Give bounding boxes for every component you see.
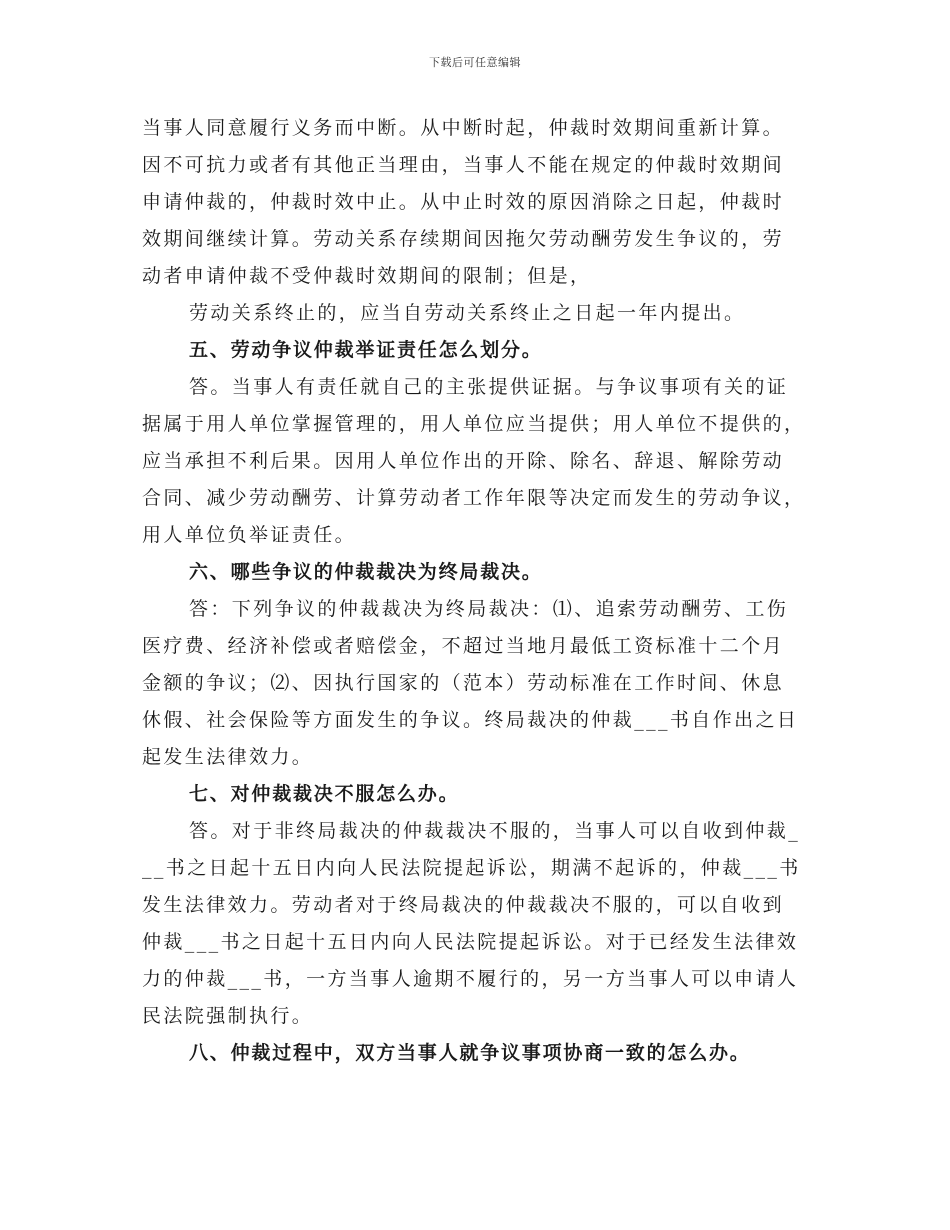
- section-heading-5: 五、劳动争议仲裁举证责任怎么划分。: [189, 339, 543, 361]
- paragraph-line: 当事人同意履行义务而中断。从中断时起，仲裁时效期间重新计算。: [142, 117, 785, 139]
- paragraph-line: 答。对于非终局裁决的仲裁裁决不服的，当事人可以自收到仲裁_: [189, 820, 801, 842]
- paragraph-line: 劳动关系终止的，应当自劳动关系终止之日起一年内提出。: [189, 302, 746, 324]
- paragraph-line: 据属于用人单位掌握管理的，用人单位应当提供；用人单位不提供的，: [142, 413, 806, 435]
- paragraph-line: 金额的争议；⑵、因执行国家的（范本）劳动标准在工作时间、休息: [142, 672, 785, 694]
- paragraph-line: 发生法律效力。劳动者对于终局裁决的仲裁裁决不服的，可以自收到: [142, 894, 785, 916]
- section-heading-6: 六、哪些争议的仲裁裁决为终局裁决。: [189, 561, 543, 583]
- paragraph-line: __书之日起十五日内向人民法院提起诉讼，期满不起诉的，仲裁___书: [142, 857, 801, 879]
- paragraph-line: 效期间继续计算。劳动关系存续期间因拖欠劳动酬劳发生争议的，劳: [142, 228, 785, 250]
- section-heading-7: 七、对仲裁裁决不服怎么办。: [189, 783, 460, 805]
- page-header: 下载后可任意编辑: [429, 56, 521, 69]
- paragraph-line: 仲裁___书之日起十五日内向人民法院提起诉讼。对于已经发生法律效: [142, 931, 799, 953]
- paragraph-line: 民法院强制执行。: [142, 1005, 314, 1027]
- paragraph-line: 用人单位负举证责任。: [142, 524, 357, 546]
- paragraph-line: 应当承担不利后果。因用人单位作出的开除、除名、辞退、解除劳动: [142, 450, 785, 472]
- paragraph-line: 动者申请仲裁不受仲裁时效期间的限制；但是，: [142, 265, 592, 287]
- paragraph-line: 合同、减少劳动酬劳、计算劳动者工作年限等决定而发生的劳动争议，: [142, 487, 806, 509]
- section-heading-8: 八、仲裁过程中，双方当事人就争议事项协商一致的怎么办。: [189, 1042, 751, 1064]
- paragraph-line: 因不可抗力或者有其他正当理由，当事人不能在规定的仲裁时效期间: [142, 154, 785, 176]
- paragraph-line: 申请仲裁的，仲裁时效中止。从中止时效的原因消除之日起，仲裁时: [142, 191, 785, 213]
- paragraph-line: 起发生法律效力。: [142, 746, 314, 768]
- paragraph-line: 休假、社会保险等方面发生的争议。终局裁决的仲裁___书自作出之日: [142, 709, 799, 731]
- paragraph-line: 力的仲裁___书，一方当事人逾期不履行的，另一方当事人可以申请人: [142, 968, 799, 990]
- paragraph-line: 答。当事人有责任就自己的主张提供证据。与争议事项有关的证: [189, 376, 789, 398]
- paragraph-line: 医疗费、经济补偿或者赔偿金，不超过当地月最低工资标准十二个月: [142, 635, 785, 657]
- document-body: [142, 110, 810, 1072]
- paragraph-line: 答：下列争议的仲裁裁决为终局裁决：⑴、追索劳动酬劳、工伤: [189, 598, 789, 620]
